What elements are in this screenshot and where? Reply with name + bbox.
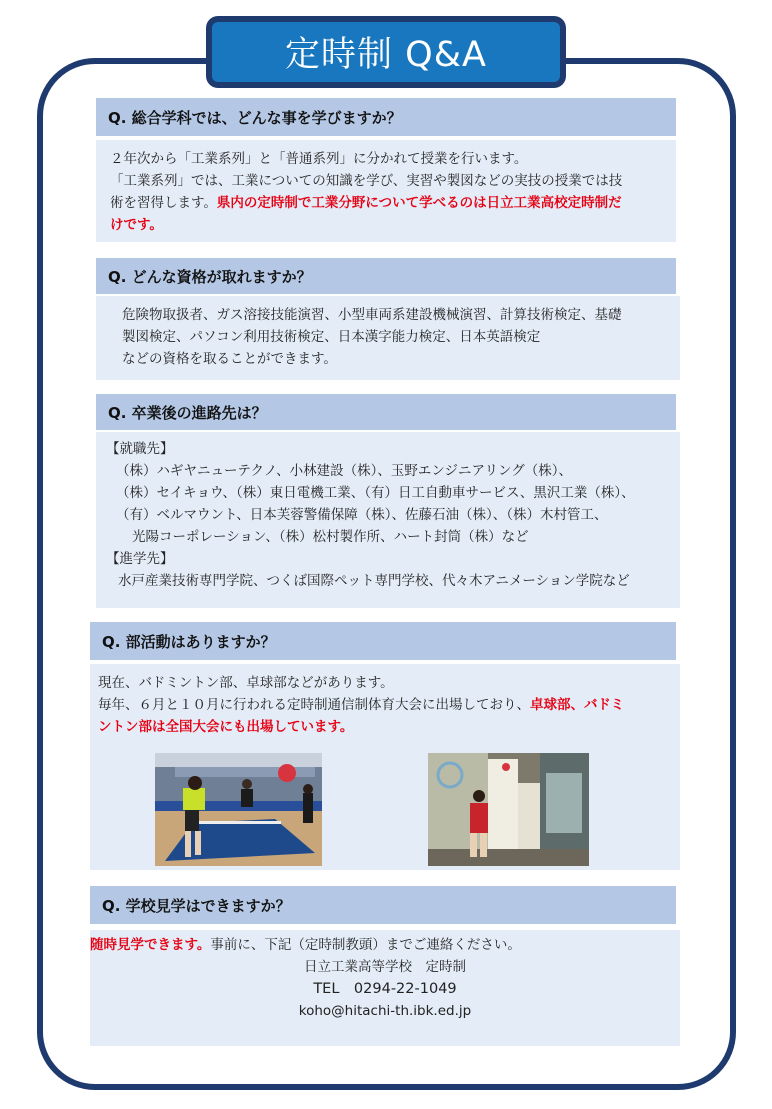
answer-line: 「工業系列」では、工業についての知識を学び、実習や製図などの実技の授業では技 xyxy=(110,173,623,189)
school-name: 日立工業高等学校 定時制 xyxy=(304,959,466,975)
employment-line: （有）ベルマウント、日本芙蓉警備保障（株）、佐藤石油（株）、（株）木村管工、 xyxy=(116,507,608,523)
question-text: Q. 部活動はありますか？ xyxy=(102,632,276,651)
email-address[interactable]: koho@hitachi-th.ibk.ed.jp xyxy=(298,1003,472,1019)
school-line: 水戸産業技術専門学院、つくば国際ペット専門学校、代々木アニメーション学院など xyxy=(118,573,630,589)
table-tennis-photo xyxy=(155,753,322,866)
question-header-curriculum xyxy=(96,98,676,136)
answer-line: などの資格を取ることができます。 xyxy=(122,351,337,367)
question-header-qualifications xyxy=(96,258,676,294)
answer-line: 危険物取扱者、ガス溶接技能演習、小型車両系建設機械演習、計算技術検定、基礎 xyxy=(122,307,622,323)
answer-line: 術を習得します。県内の定時制で工業分野について学べるのは日立工業高校定時制だ xyxy=(110,195,622,211)
answer-line: 毎年、６月と１０月に行われる定時制通信制体育大会に出場しており、卓球部、バドミ xyxy=(98,697,625,713)
question-text: Q. 卒業後の進路先は？ xyxy=(108,403,267,422)
answer-line: ２年次から「工業系列」と「普通系列」に分かれて授業を行います。 xyxy=(110,151,528,167)
answer-line: 随時見学できます。事前に、下記（定時制教頭）までご連絡ください。 xyxy=(90,937,521,953)
answer-box-qualifications xyxy=(96,296,680,380)
employment-line: （株）セイキョウ、（株）東日電機工業、（有）日工自動車サービス、黒沢工業（株）、 xyxy=(116,485,635,501)
answer-line: 製図検定、パソコン利用技術検定、日本漢字能力検定、日本英語検定 xyxy=(122,329,541,345)
question-header-clubs xyxy=(90,622,676,660)
question-header-career xyxy=(96,394,676,430)
employment-label: 【就職先】 xyxy=(106,441,174,457)
highlight-text: 随時見学できます。 xyxy=(90,937,211,953)
school-label: 【進学先】 xyxy=(106,551,174,567)
badminton-photo xyxy=(428,753,589,866)
answer-box-visit xyxy=(90,930,680,1046)
employment-line: 光陽コーポレーション、（株）松村製作所、ハート封筒（株）など xyxy=(132,529,529,545)
question-text: Q. 総合学科では、どんな事を学びますか？ xyxy=(108,108,402,127)
phone-number: TEL 0294-22-1049 xyxy=(313,981,457,997)
employment-line: （株）ハギヤニューテクノ、小林建設（株）、玉野エンジニアリング（株）、 xyxy=(116,463,572,479)
question-text: Q. どんな資格が取れますか？ xyxy=(108,267,312,286)
page-title: 定時制 Q&A xyxy=(212,22,560,82)
highlight-text: 県内の定時制で工業分野について学べるのは日立工業高校定時制だ xyxy=(216,195,622,211)
title-banner xyxy=(206,16,566,88)
answer-line: 現在、バドミントン部、卓球部などがあります。 xyxy=(98,675,394,691)
question-header-visit xyxy=(90,886,676,924)
answer-box-curriculum xyxy=(96,140,676,242)
highlight-text: 卓球部、バドミ xyxy=(530,697,625,713)
highlight-text: けです。 xyxy=(110,217,163,233)
answer-box-career xyxy=(96,432,680,608)
highlight-text: ントン部は全国大会にも出場しています。 xyxy=(98,719,354,735)
question-text: Q. 学校見学はできますか？ xyxy=(102,896,291,915)
